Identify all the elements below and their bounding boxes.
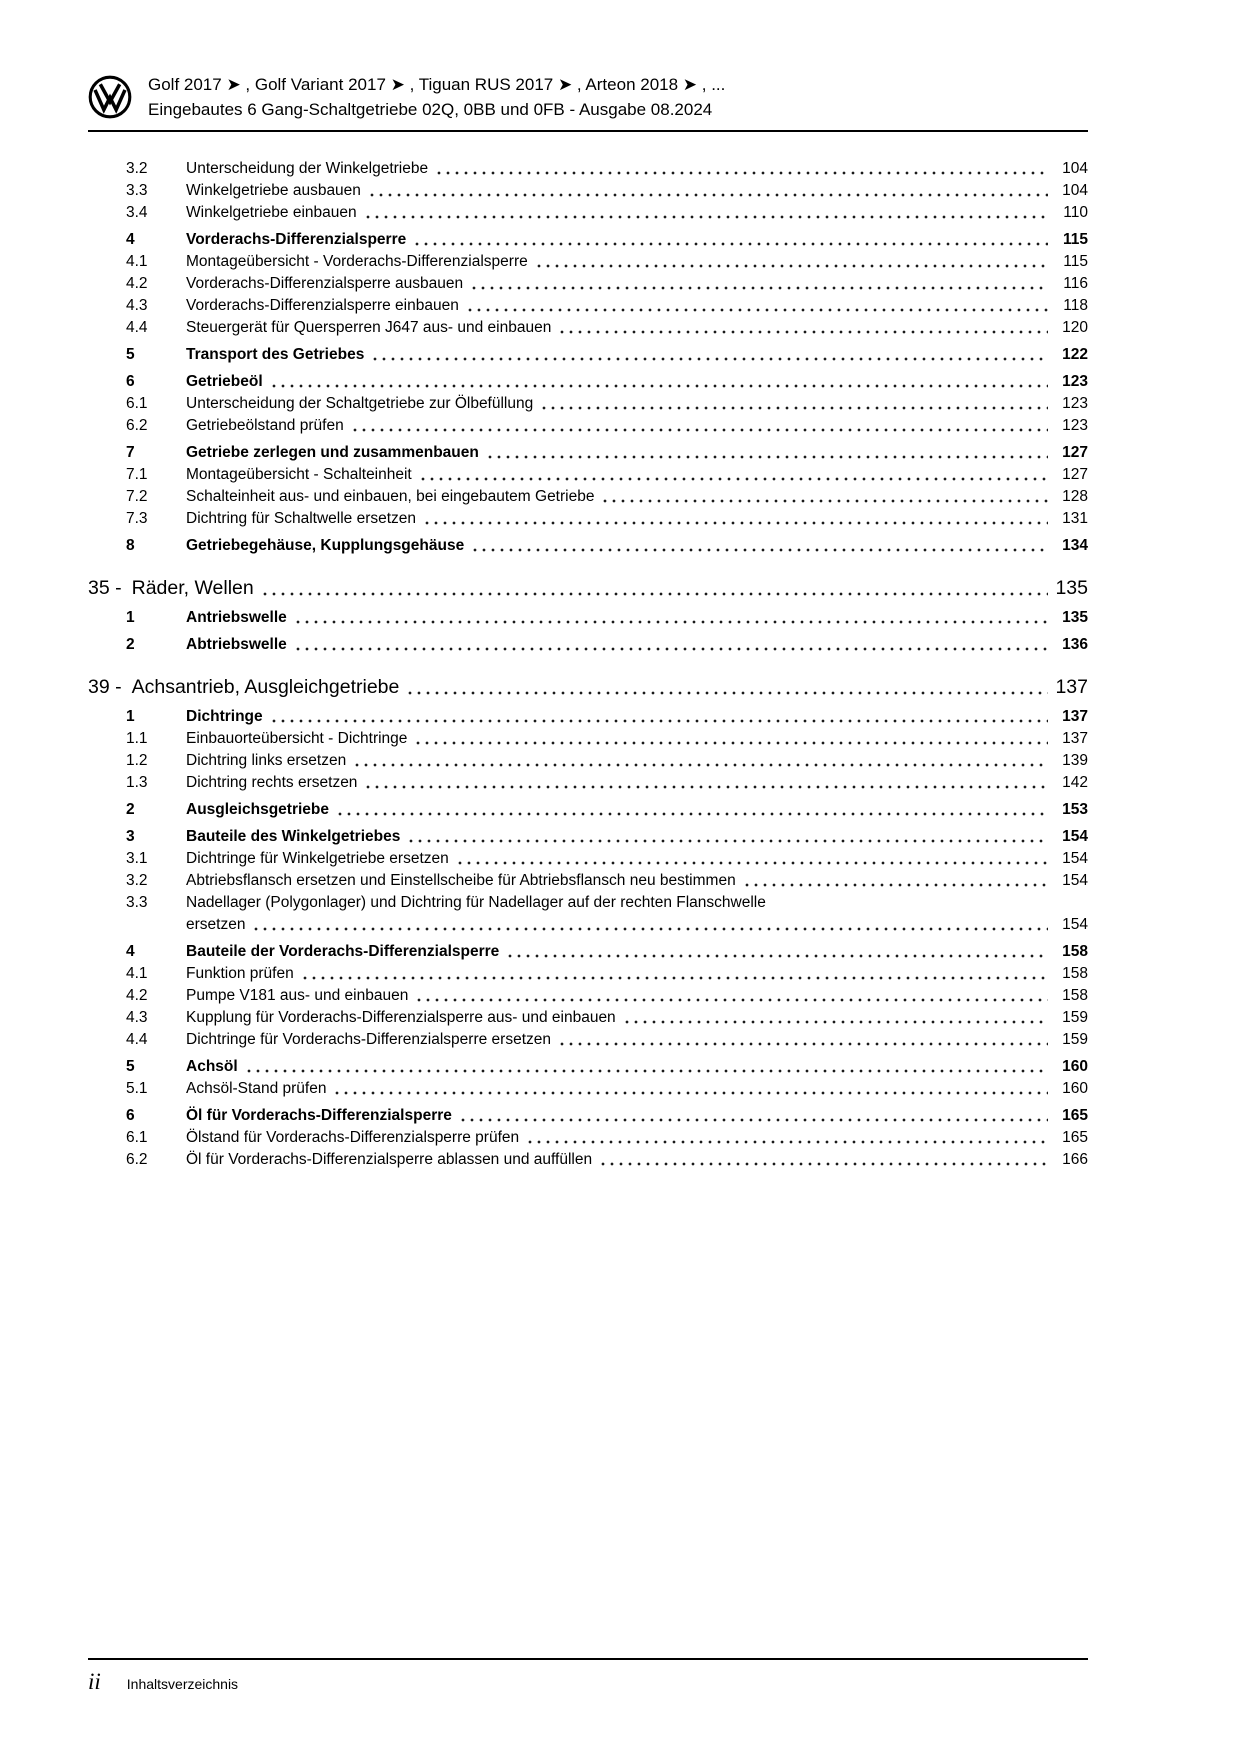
dot-leader — [560, 1042, 1048, 1046]
toc-entry-page: 160 — [1062, 1080, 1088, 1097]
toc-entry-page: 131 — [1062, 510, 1088, 527]
dot-leader — [537, 264, 1048, 268]
toc-entry-page: 127 — [1062, 466, 1088, 483]
toc-entry-number: 6 — [126, 1107, 135, 1124]
toc-entry-page: 137 — [1055, 676, 1088, 698]
toc-entry-line — [88, 202, 1088, 224]
toc-entry-title-continued: ersetzen — [186, 916, 246, 933]
toc-entry-title: Getriebe zerlegen und zusammenbauen — [186, 444, 479, 461]
toc-entry-number: 4.4 — [126, 1031, 148, 1048]
toc-entry-title: Dichtringe — [186, 708, 263, 725]
toc-entry-title: Räder, Wellen — [131, 577, 254, 599]
toc-entry-number: 8 — [126, 537, 135, 554]
toc-entry-page: 158 — [1062, 987, 1088, 1004]
toc-entry — [88, 273, 1088, 295]
toc-entry-title: Ausgleichsgetriebe — [186, 801, 329, 818]
toc-entry-page: 123 — [1062, 417, 1088, 434]
toc-entry-page: 135 — [1062, 609, 1088, 626]
toc-entry — [88, 848, 1088, 870]
dot-leader — [603, 499, 1048, 503]
dot-leader — [335, 1091, 1048, 1095]
toc-entry-number: 4 — [126, 943, 135, 960]
toc-entry-line — [88, 371, 1088, 393]
dot-leader — [625, 1020, 1048, 1024]
toc-entry-number: 7.2 — [126, 488, 148, 505]
toc-entry-title: Achsantrieb, Ausgleichgetriebe — [131, 676, 400, 698]
toc-entry-number: 6.1 — [126, 1129, 148, 1146]
toc-entry-page: 159 — [1062, 1009, 1088, 1026]
toc-entry — [88, 750, 1088, 772]
dot-leader — [263, 592, 1048, 596]
toc-entry — [88, 251, 1088, 273]
toc-entry-number: 1.3 — [126, 774, 148, 791]
toc-entry-line — [88, 273, 1088, 295]
toc-entry — [88, 1105, 1088, 1127]
toc-entry-title: Transport des Getriebes — [186, 346, 365, 363]
footer-line — [88, 1669, 1088, 1695]
toc-entry-title: Unterscheidung der Winkelgetriebe — [186, 160, 429, 177]
toc-entry-number: 1.1 — [126, 730, 148, 747]
toc-entry-page: 165 — [1062, 1107, 1088, 1124]
toc-entry-number: 6.2 — [126, 417, 148, 434]
toc-entry-line — [88, 464, 1088, 486]
toc-entry-line — [88, 158, 1088, 180]
toc-entry-number: 1.2 — [126, 752, 148, 769]
toc-entry-line — [88, 393, 1088, 415]
toc-entry-number: 4.2 — [126, 275, 148, 292]
toc-entry-title: Vorderachs-Differenzialsperre einbauen — [186, 297, 459, 314]
toc-entry-number: 3 — [126, 828, 135, 845]
dot-leader — [425, 521, 1048, 525]
toc-entry-title: Winkelgetriebe ausbauen — [186, 182, 361, 199]
toc-entry-page: 134 — [1062, 537, 1088, 554]
header-text-block — [148, 74, 725, 120]
header-subtitle: Eingebautes 6 Gang-Schaltgetriebe 02Q, 0BB und 0FB - Ausgabe 08.2024 — [148, 100, 713, 119]
toc-entry-title: Öl für Vorderachs-Differenzialsperre — [186, 1107, 452, 1124]
toc-entry-number: 7.1 — [126, 466, 148, 483]
dot-leader — [417, 998, 1048, 1002]
toc-entry-page: 116 — [1063, 275, 1088, 292]
dot-leader — [272, 719, 1048, 723]
toc-entry — [88, 535, 1088, 557]
vw-logo-icon — [88, 75, 132, 119]
toc-entry-title: Getriebeöl — [186, 373, 263, 390]
toc-entry — [88, 180, 1088, 202]
toc-entry-number: 3.2 — [126, 160, 148, 177]
toc-entry-page: 104 — [1062, 160, 1088, 177]
toc-entry-page: 136 — [1062, 636, 1088, 653]
toc-entry-title: Steuergerät für Quersperren J647 aus- und einbauen — [186, 319, 552, 336]
toc-entry-page: 104 — [1062, 182, 1088, 199]
toc-entry-title: Vorderachs-Differenzialsperre ausbauen — [186, 275, 464, 292]
toc-entry-number: 4 — [126, 231, 135, 248]
toc-entry-title: Dichtring rechts ersetzen — [186, 774, 358, 791]
dot-leader — [508, 954, 1048, 958]
toc-entry-line — [88, 486, 1088, 508]
toc-entry-page: 122 — [1062, 346, 1088, 363]
toc-entry-number: 1 — [126, 708, 135, 725]
toc-entry-title: Bauteile des Winkelgetriebes — [186, 828, 401, 845]
toc-entry-line — [88, 963, 1088, 985]
toc-entry — [88, 1149, 1088, 1171]
toc-entry — [88, 486, 1088, 508]
dot-leader — [560, 330, 1048, 334]
toc-entry-number: 35 - — [88, 577, 122, 599]
toc-entry — [88, 344, 1088, 366]
toc-entry-page: 142 — [1062, 774, 1088, 791]
dot-leader — [296, 647, 1048, 651]
toc-entry-line — [88, 985, 1088, 1007]
dot-leader — [542, 406, 1048, 410]
toc-entry-page: 154 — [1062, 916, 1088, 933]
toc-entry-title: Dichtring links ersetzen — [186, 752, 347, 769]
toc-entry-number: 3.2 — [126, 872, 148, 889]
dot-leader — [296, 620, 1048, 624]
toc-entry-number: 6.2 — [126, 1151, 148, 1168]
page-content — [88, 0, 1088, 1171]
toc-entry — [88, 317, 1088, 339]
toc-entry-number: 3.3 — [126, 894, 148, 911]
toc-entry-number: 3.4 — [126, 204, 148, 221]
toc-entry — [88, 1029, 1088, 1051]
dot-leader — [409, 839, 1048, 843]
toc-entry-page: 154 — [1062, 850, 1088, 867]
toc-entry-number: 3.3 — [126, 182, 148, 199]
toc-entry-title: Getriebegehäuse, Kupplungsgehäuse — [186, 537, 465, 554]
toc-entry — [88, 202, 1088, 224]
toc-entry-line — [88, 941, 1088, 963]
toc-entry-page: 160 — [1062, 1058, 1088, 1075]
toc-entry — [88, 941, 1088, 963]
toc-entry — [88, 706, 1088, 728]
toc-entry-title: Pumpe V181 aus- und einbauen — [186, 987, 409, 1004]
toc-entry — [88, 158, 1088, 180]
toc-entry-page: 137 — [1062, 730, 1088, 747]
toc-entry-line — [88, 674, 1088, 701]
toc-entry-page: 154 — [1062, 828, 1088, 845]
dot-leader — [458, 861, 1048, 865]
toc-entry-line — [88, 442, 1088, 464]
toc-entry-number: 3.1 — [126, 850, 148, 867]
toc-entry-line — [88, 1127, 1088, 1149]
toc-entry-title: Nadellager (Polygonlager) und Dichtring für Nadellager auf der rechten Flanschwelle — [186, 894, 766, 911]
toc-entry-line — [88, 1056, 1088, 1078]
toc-entry-title: Getriebeölstand prüfen — [186, 417, 344, 434]
dot-leader — [254, 927, 1048, 931]
dot-leader — [473, 548, 1048, 552]
toc-entry-line — [88, 914, 1088, 936]
toc-entry-title: Dichtring für Schaltwelle ersetzen — [186, 510, 417, 527]
toc-entry-number: 39 - — [88, 676, 122, 698]
toc-entry — [88, 1078, 1088, 1100]
toc-entry-number: 2 — [126, 636, 135, 653]
toc-entry — [88, 634, 1088, 656]
toc-entry-line — [88, 826, 1088, 848]
toc-entry — [88, 674, 1088, 701]
toc-entry — [88, 393, 1088, 415]
toc-entry — [88, 508, 1088, 530]
dot-leader — [437, 171, 1048, 175]
dot-leader — [353, 428, 1048, 432]
dot-leader — [421, 477, 1048, 481]
dot-leader — [461, 1118, 1048, 1122]
toc-entry-page: 115 — [1062, 231, 1088, 248]
toc-entry-page: 139 — [1062, 752, 1088, 769]
toc-entry-title: Montageübersicht - Schalteinheit — [186, 466, 412, 483]
toc-entry-page: 110 — [1063, 204, 1088, 221]
toc-entry-number: 7.3 — [126, 510, 148, 527]
toc-entry-number: 6.1 — [126, 395, 148, 412]
dot-leader — [247, 1069, 1048, 1073]
toc-entry — [88, 229, 1088, 251]
toc-entry-number: 4.3 — [126, 1009, 148, 1026]
toc-entry-title: Achsöl — [186, 1058, 238, 1075]
toc-list — [88, 158, 1088, 1171]
toc-entry-page: 158 — [1062, 965, 1088, 982]
toc-entry-title: Unterscheidung der Schaltgetriebe zur Ölbefüllung — [186, 395, 534, 412]
toc-entry — [88, 1007, 1088, 1029]
toc-entry-title: Bauteile der Vorderachs-Differenzialsperre — [186, 943, 500, 960]
toc-entry — [88, 1127, 1088, 1149]
toc-entry-page: 159 — [1062, 1031, 1088, 1048]
dot-leader — [416, 741, 1048, 745]
toc-entry-number: 5 — [126, 1058, 135, 1075]
toc-entry-line — [88, 799, 1088, 821]
toc-entry-line — [88, 1029, 1088, 1051]
header-model-line: Golf 2017 ➤ , Golf Variant 2017 ➤ , Tiguan RUS 2017 ➤ , Arteon 2018 ➤ , ... — [148, 75, 726, 94]
toc-entry-number: 1 — [126, 609, 135, 626]
dot-leader — [415, 242, 1048, 246]
toc-entry — [88, 442, 1088, 464]
toc-entry-line — [88, 1078, 1088, 1100]
toc-entry-title: Kupplung für Vorderachs-Differenzialsperre aus- und einbauen — [186, 1009, 616, 1026]
toc-entry — [88, 892, 1088, 936]
dot-leader — [745, 883, 1048, 887]
toc-entry — [88, 415, 1088, 437]
toc-entry — [88, 963, 1088, 985]
toc-entry-title: Öl für Vorderachs-Differenzialsperre ablassen und auffüllen — [186, 1151, 593, 1168]
toc-entry-line — [88, 535, 1088, 557]
toc-entry-line — [88, 750, 1088, 772]
dot-leader — [366, 215, 1048, 219]
toc-entry-line — [88, 1105, 1088, 1127]
toc-entry-number: 4.2 — [126, 987, 148, 1004]
toc-entry-line — [88, 251, 1088, 273]
toc-entry-page: 123 — [1062, 373, 1088, 390]
toc-entry-title: Dichtringe für Winkelgetriebe ersetzen — [186, 850, 449, 867]
toc-entry-page: 158 — [1062, 943, 1088, 960]
toc-entry-line — [88, 892, 1088, 914]
toc-entry-number: 4.3 — [126, 297, 148, 314]
toc-entry-line — [88, 508, 1088, 530]
page-header — [88, 0, 1088, 120]
toc-entry-title: Funktion prüfen — [186, 965, 294, 982]
toc-entry-title: Einbauorteübersicht - Dichtringe — [186, 730, 408, 747]
indent-spacer — [126, 914, 186, 936]
toc-entry-line — [88, 706, 1088, 728]
toc-entry-title: Montageübersicht - Vorderachs-Differenzialsperre — [186, 253, 528, 270]
dot-leader — [601, 1162, 1048, 1166]
footer-label: Inhaltsverzeichnis — [126, 1676, 239, 1692]
toc-entry-title: Achsöl-Stand prüfen — [186, 1080, 327, 1097]
dot-leader — [366, 785, 1048, 789]
toc-entry-title: Ölstand für Vorderachs-Differenzialsperre prüfen — [186, 1129, 520, 1146]
toc-entry-line — [88, 772, 1088, 794]
toc-entry-title: Dichtringe für Vorderachs-Differenzialsperre ersetzen — [186, 1031, 551, 1048]
toc-entry — [88, 826, 1088, 848]
toc-entry-title: Abtriebswelle — [186, 636, 287, 653]
toc-entry-page: 123 — [1062, 395, 1088, 412]
toc-entry-title: Winkelgetriebe einbauen — [186, 204, 357, 221]
dot-leader — [472, 286, 1048, 290]
toc-entry-number: 7 — [126, 444, 135, 461]
toc-entry-line — [88, 415, 1088, 437]
toc-entry-title: Abtriebsflansch ersetzen und Einstellscheibe für Abtriebsflansch neu bestimmen — [186, 872, 736, 889]
page-number: ii — [88, 1669, 101, 1694]
toc-entry — [88, 870, 1088, 892]
dot-leader — [468, 308, 1048, 312]
dot-leader — [528, 1140, 1048, 1144]
toc-entry-page: 135 — [1055, 577, 1088, 599]
toc-entry — [88, 985, 1088, 1007]
toc-entry-line — [88, 1149, 1088, 1171]
toc-entry-line — [88, 634, 1088, 656]
toc-entry-line — [88, 180, 1088, 202]
toc-entry-title: Schalteinheit aus- und einbauen, bei eingebautem Getriebe — [186, 488, 595, 505]
toc-entry-line — [88, 575, 1088, 602]
toc-entry-number: 2 — [126, 801, 135, 818]
toc-entry-page: 127 — [1062, 444, 1088, 461]
toc-entry — [88, 371, 1088, 393]
toc-entry-line — [88, 607, 1088, 629]
toc-entry-title: Vorderachs-Differenzialsperre — [186, 231, 407, 248]
dot-leader — [488, 455, 1048, 459]
toc-entry-page: 128 — [1062, 488, 1088, 505]
dot-leader — [303, 976, 1048, 980]
dot-leader — [373, 357, 1048, 361]
dot-leader — [370, 193, 1048, 197]
toc-entry-line — [88, 848, 1088, 870]
toc-entry-page: 120 — [1062, 319, 1088, 336]
toc-entry-line — [88, 870, 1088, 892]
toc-entry-page: 153 — [1062, 801, 1088, 818]
dot-leader — [355, 763, 1048, 767]
toc-entry — [88, 772, 1088, 794]
toc-entry-line — [88, 229, 1088, 251]
dot-leader — [408, 691, 1048, 695]
toc-entry-page: 115 — [1063, 253, 1088, 270]
toc-entry-page: 154 — [1062, 872, 1088, 889]
toc-entry-title: Antriebswelle — [186, 609, 287, 626]
toc-entry-number: 5 — [126, 346, 135, 363]
toc-entry-number: 6 — [126, 373, 135, 390]
dot-leader — [338, 812, 1048, 816]
toc-entry — [88, 799, 1088, 821]
toc-entry-number: 4.4 — [126, 319, 148, 336]
toc-entry — [88, 1056, 1088, 1078]
toc-entry-line — [88, 728, 1088, 750]
toc-entry-line — [88, 295, 1088, 317]
header-rule — [88, 130, 1088, 132]
toc-entry — [88, 607, 1088, 629]
toc-entry — [88, 464, 1088, 486]
toc-entry-line — [88, 1007, 1088, 1029]
dot-leader — [272, 384, 1048, 388]
footer-rule — [88, 1658, 1088, 1660]
page-footer — [88, 1658, 1088, 1695]
toc-entry-page: 165 — [1062, 1129, 1088, 1146]
toc-entry — [88, 728, 1088, 750]
toc-entry — [88, 295, 1088, 317]
toc-entry-page: 118 — [1063, 297, 1088, 314]
toc-entry-line — [88, 344, 1088, 366]
toc-entry-number: 4.1 — [126, 253, 148, 270]
toc-entry-page: 137 — [1062, 708, 1088, 725]
toc-entry-line — [88, 317, 1088, 339]
toc-entry-page: 166 — [1062, 1151, 1088, 1168]
toc-entry-number: 5.1 — [126, 1080, 148, 1097]
toc-entry — [88, 575, 1088, 602]
toc-entry-number: 4.1 — [126, 965, 148, 982]
